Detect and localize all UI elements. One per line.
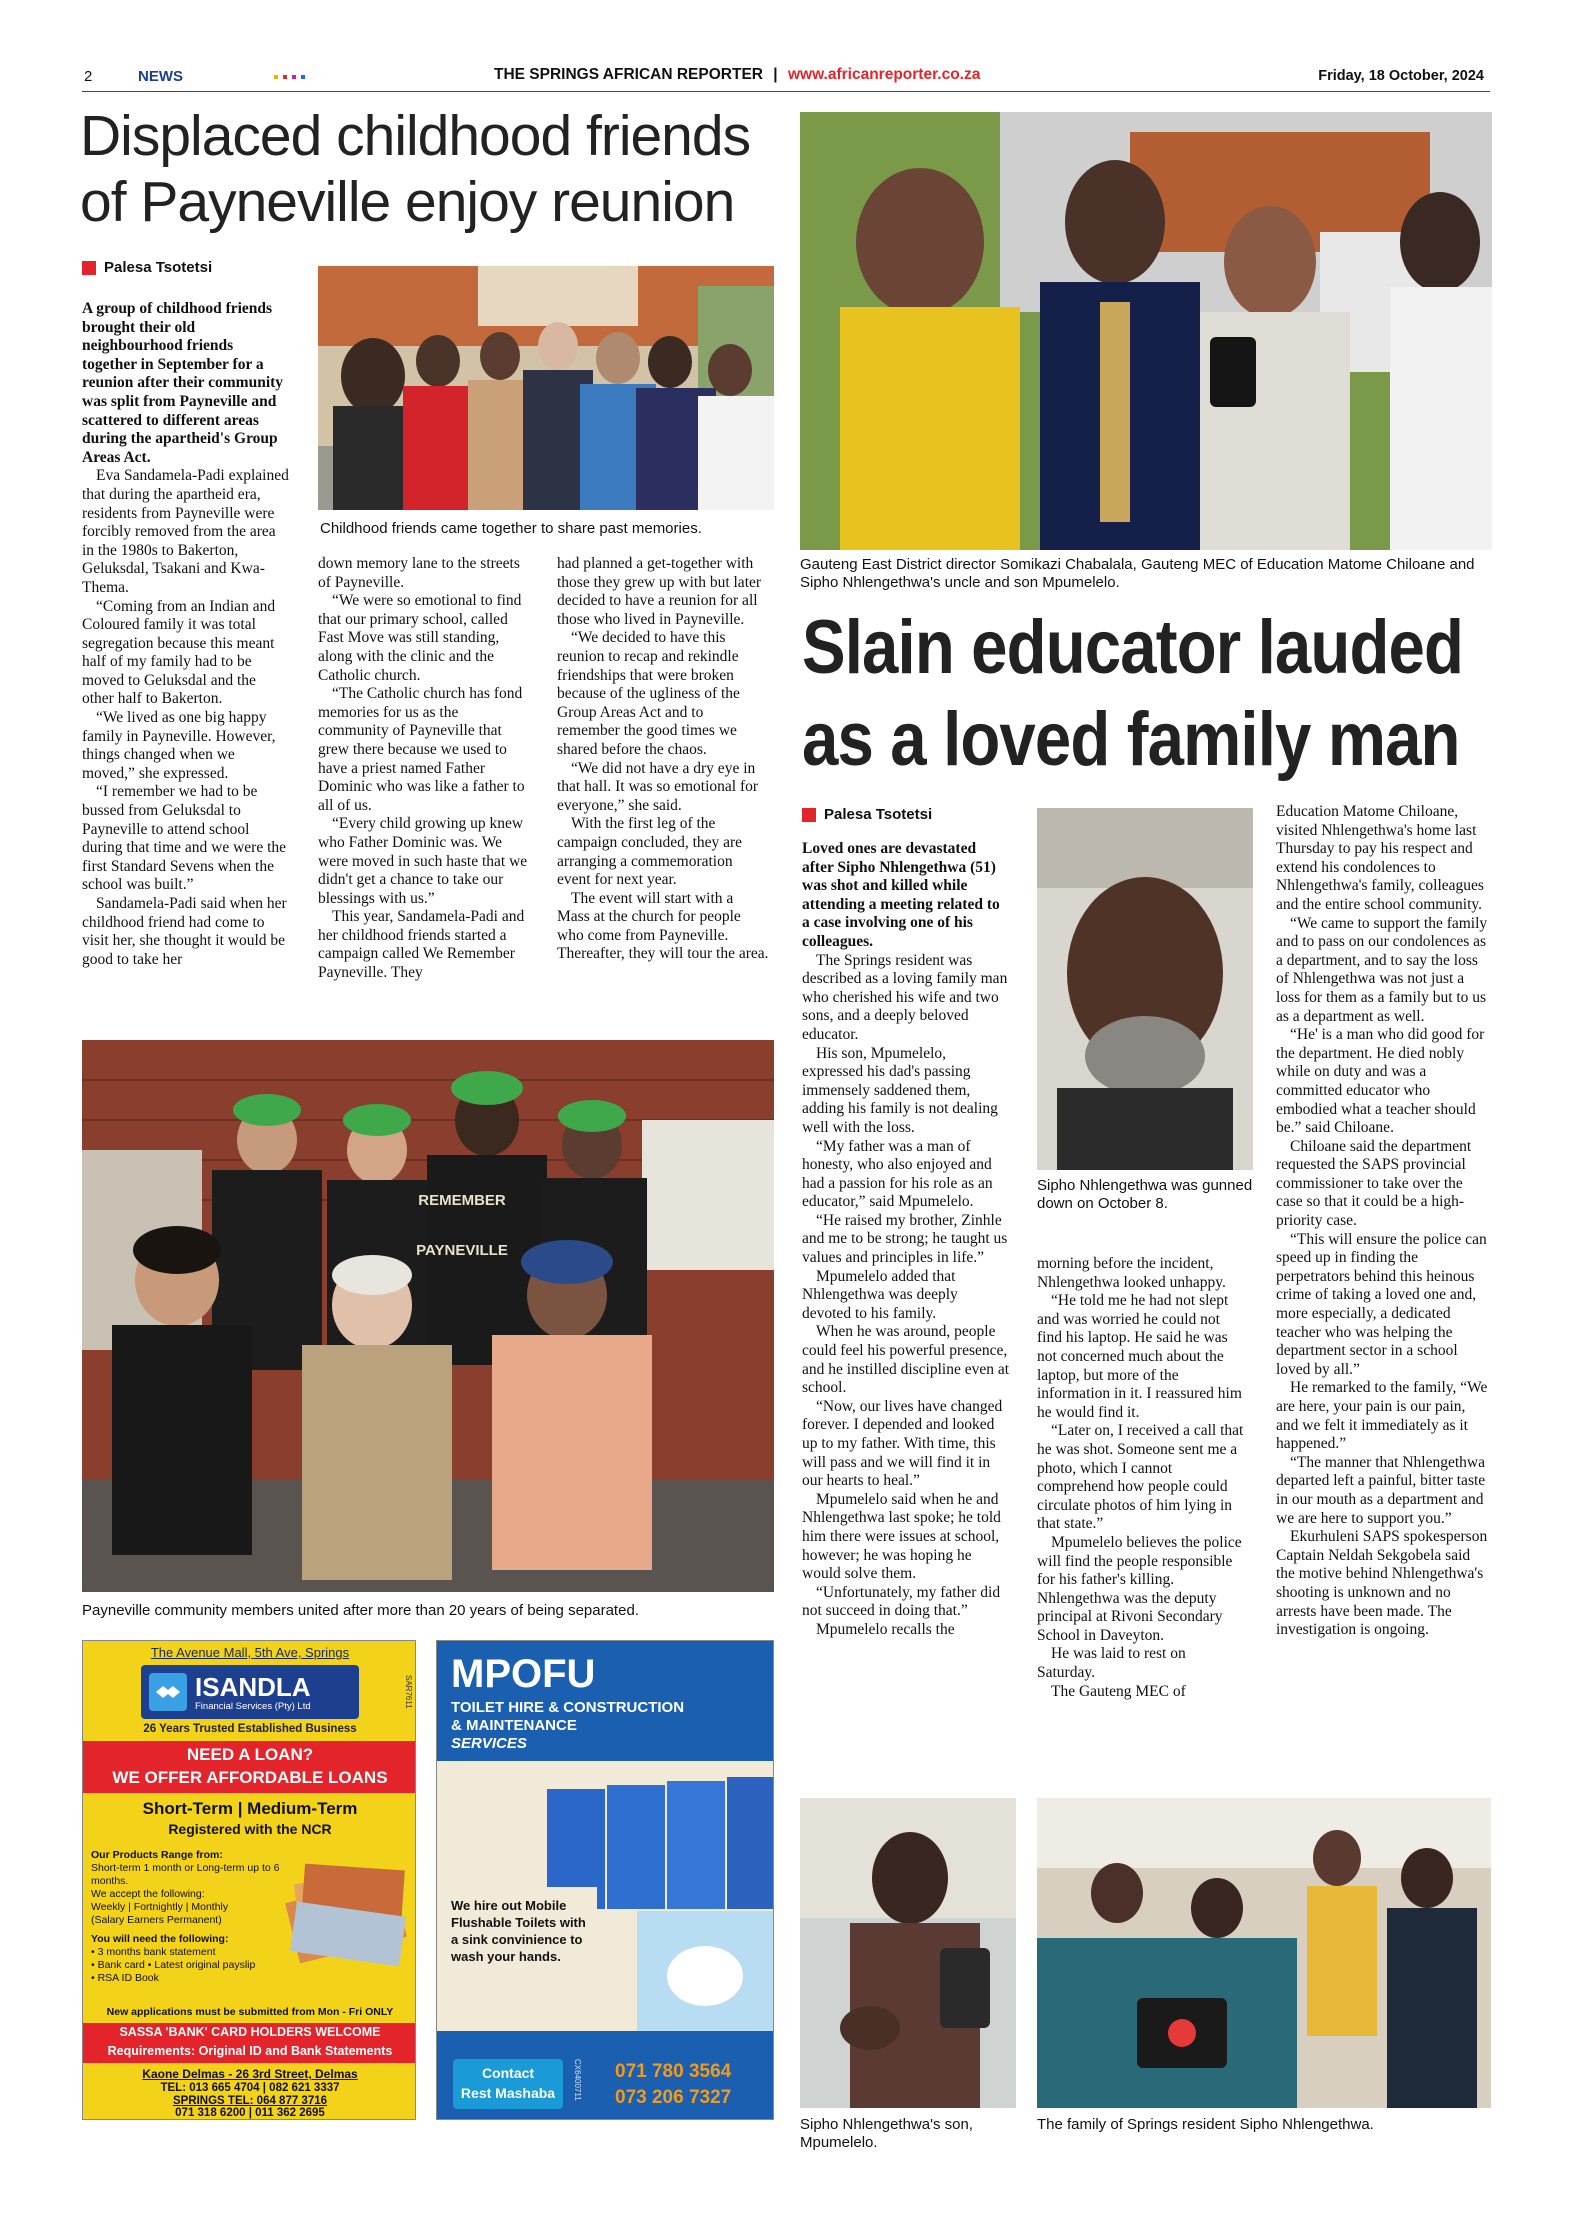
- isandla-need-item: • RSA ID Book: [91, 1972, 159, 1984]
- mpumelelo-photo-image: [800, 1798, 1016, 2108]
- isandla-products-title: Our Products Range from:: [91, 1849, 223, 1861]
- section-label: NEWS: [138, 68, 183, 85]
- article1-paragraph: down memory lane to the streets of Payneville.: [318, 555, 520, 591]
- section-dots: [274, 75, 305, 79]
- byline-marker-icon: [82, 261, 96, 275]
- article1-column-3: [557, 555, 769, 964]
- article1-paragraph: “I remember we had to be bussed from Geluksdal to Payneville to attend school during that time and we were the first Standard Sevens when the school was built.”: [82, 783, 287, 894]
- article1-lede: A group of childhood friends brought their old neighbourhood friends together in September for a reunion after their community was split from Payneville and scattered to different areas during the apartheid's Group Areas Act.: [82, 300, 284, 466]
- mec-visit-photo: [800, 112, 1492, 550]
- mpofu-phone-1[interactable]: 071 780 3564: [615, 2061, 732, 2082]
- article1-paragraph: This year, Sandamela-Padi and her childhood friends started a campaign called We Remember Payneville. They: [318, 908, 525, 982]
- article1-column-1: [82, 300, 290, 969]
- article1-headline: [80, 103, 780, 235]
- article1-paragraph: “We decided to have this reunion to recap and rekindle friendships that were broken because of the ugliness of the Group Areas Act and to remember the good times we shared before the chaos.: [557, 629, 740, 758]
- mpofu-contact-name: Rest Mashaba: [460, 2085, 556, 2101]
- isandla-need-title: You will need the following:: [91, 1933, 229, 1945]
- isandla-accept-title: We accept the following:: [91, 1888, 205, 1900]
- article2-paragraph: The Springs resident was described as a loving family man who cherished his wife and two sons, and a deeply beloved educator.: [802, 951, 1008, 1043]
- article1-paragraph: “The Catholic church has fond memories for us as the community of Payneville that grew there because we used to have a priest named Father Dominic who was like a father to all of us.: [318, 685, 525, 814]
- sipho-portrait-photo: [1037, 808, 1253, 1170]
- article2-headline-line2: as a loved family man: [802, 697, 1460, 782]
- isandla-logo-box: [141, 1665, 359, 1719]
- issue-date: Friday, 18 October, 2024: [1318, 68, 1484, 84]
- article2-paragraph: Mpumelelo recalls the: [816, 1620, 955, 1638]
- article2-paragraph: Chiloane said the department requested the SAPS provincial commissioner to take over the case so that it could be a high-priority case.: [1276, 1137, 1472, 1230]
- mpofu-phone-2[interactable]: 073 206 7327: [615, 2087, 732, 2108]
- article2-lede: Loved ones are devastated after Sipho Nhlengethwa (51) was shot and killed while attending a meeting related to a case involving one of his colleagues.: [802, 840, 1000, 950]
- masthead-rule: [82, 91, 1490, 92]
- website-link[interactable]: www.africanreporter.co.za: [787, 66, 981, 83]
- article2-paragraph: “My father was a man of honesty, who also enjoyed and had a passion for his role as an educator,” said Mpumelelo.: [802, 1137, 993, 1211]
- mec-visit-photo-image: [800, 112, 1492, 550]
- isandla-contacts: [83, 2082, 416, 2120]
- isandla-ad-code: SAR7611: [404, 1675, 413, 1709]
- isandla-sassa-banner: [83, 2023, 416, 2063]
- isandla-headline-1: NEED A LOAN?: [186, 1745, 314, 1764]
- article2-column-3: [1276, 803, 1490, 1640]
- isandla-accept-text: Weekly | Fortnightly | Monthly: [91, 1901, 229, 1913]
- isandla-headline-2: WE OFFER AFFORDABLE LOANS: [112, 1768, 388, 1787]
- isandla-need-item: • Bank card • Latest original payslip: [91, 1959, 256, 1971]
- isandla-requirements: Requirements: Original ID and Bank Statements: [107, 2044, 393, 2058]
- article1-byline: [82, 259, 212, 276]
- childhood-friends-caption: Childhood friends came together to share past memories.: [320, 520, 702, 537]
- isandla-brand: ISANDLA: [195, 1671, 311, 1702]
- mpumelelo-caption: Sipho Nhlengethwa's son, Mpumelelo.: [800, 2116, 973, 2151]
- article1-paragraph: “We lived as one big happy family in Payneville. However, things changed when we moved,” she expressed.: [82, 709, 276, 782]
- childhood-friends-photo-image: [318, 266, 774, 510]
- isandla-loan-banner: [83, 1741, 416, 1793]
- article1-headline-line1: Displaced childhood friends: [80, 104, 751, 168]
- isandla-details: [91, 1849, 291, 1985]
- payneville-group-photo-image: [82, 1040, 774, 1592]
- mpumelelo-photo: [800, 1798, 1016, 2108]
- isandla-location: The Avenue Mall, 5th Ave, Springs: [150, 1645, 350, 1660]
- paper-name: THE SPRINGS AFRICAN REPORTER: [494, 66, 763, 83]
- article2-paragraph: “This will ensure the police can speed up in finding the perpetrators behind this heinous crime of taking a loved one and, more especially, a dedicated teacher who was helping the department sector in a school loved by all.”: [1276, 1230, 1487, 1378]
- byline-marker-icon: [802, 808, 816, 822]
- isandla-accept-sub: (Salary Earners Permanent): [91, 1914, 222, 1926]
- mec-visit-caption: Gauteng East District director Somikazi Chabalala, Gauteng MEC of Education Matome Chiloane and Sipho Nhlengethwa's uncle and son Mpumelelo.: [800, 556, 1475, 591]
- sipho-portrait-image: [1037, 808, 1253, 1170]
- isandla-sassa: SASSA 'BANK' CARD HOLDERS WELCOME: [119, 2025, 381, 2039]
- isandla-tel-1: TEL: 013 665 4704 | 082 621 3337: [160, 2082, 340, 2094]
- isandla-tel-2: 071 318 6200 | 011 362 2695: [175, 2107, 325, 2119]
- article1-paragraph: Sandamela-Padi said when her childhood friend had come to visit her, she thought it would be good to take her: [82, 895, 287, 968]
- isandla-springs-tel: SPRINGS TEL: 064 877 3716: [172, 2094, 328, 2107]
- article1-paragraph: The event will start with a Mass at the church for people who come from Payneville. Thereafter, they will tour the area.: [557, 889, 769, 963]
- isandla-ncr: Registered with the NCR: [168, 1821, 332, 1837]
- mpofu-line-1: TOILET HIRE & CONSTRUCTION: [451, 1699, 685, 1716]
- isandla-need-item: • 3 months bank statement: [91, 1946, 216, 1958]
- isandla-brand-sub: Financial Services (Pty) Ltd: [195, 1700, 311, 1712]
- article2-paragraph: Mpumelelo believes the police will find the people responsible for his father's killing. Nhlengethwa was the deputy principal at Rivoni Secondary School in Daveyton.: [1037, 1533, 1242, 1644]
- article2-paragraph: “He raised my brother, Zinhle and me to be strong; he taught us values and principles in life.”: [802, 1211, 1008, 1267]
- mpofu-ad-code: CX6400711: [573, 2059, 582, 2101]
- handshake-icon: [149, 1673, 187, 1711]
- article2-column-1: [802, 840, 1010, 1640]
- paper-masthead: THE SPRINGS AFRICAN REPORTER | www.africanreporter.co.za: [494, 66, 981, 83]
- article2-paragraph: “Unfortunately, my father did not succeed in doing that.”: [802, 1583, 1001, 1620]
- article1-column-2: [318, 555, 528, 983]
- payneville-group-caption: Payneville community members united after more than 20 years of being separated.: [82, 1602, 639, 1619]
- article2-paragraph: When he was around, people could feel his powerful presence, and he instilled discipline even at school.: [802, 1323, 1010, 1397]
- mpofu-contact-box: [453, 2059, 563, 2109]
- article2-paragraph: He remarked to the family, “We are here, your pain is our pain, and we felt it immediately as it happened.”: [1276, 1379, 1488, 1453]
- isandla-applications: New applications must be submitted from Mon - Fri ONLY: [106, 2006, 394, 2018]
- group-photo-shirt-text-2: PAYNEVILLE: [416, 1242, 508, 1259]
- isandla-money-image: [283, 1849, 409, 1969]
- article1-headline-line2: of Payneville enjoy reunion: [80, 170, 735, 234]
- isandla-products-text: Short-term 1 month or Long-term up to 6 months.: [91, 1862, 280, 1887]
- isandla-ad[interactable]: [82, 1640, 416, 2120]
- mpofu-contact-label: Contact: [481, 2065, 535, 2081]
- mpofu-line-2: & MAINTENANCE: [451, 1717, 577, 1734]
- mpofu-brand: MPOFU: [451, 1652, 596, 1696]
- article2-headline-line1: Slain educator lauded: [802, 605, 1464, 690]
- mpofu-hire-text: We hire out Mobile Flushable Toilets with a sink convinience to wash your hands.: [437, 1887, 597, 1975]
- nhlengethwa-family-photo: [1037, 1798, 1491, 2108]
- article2-paragraph: The Gauteng MEC of: [1051, 1682, 1186, 1700]
- article2-paragraph: “He told me he had not slept and was worried he could not find his laptop. He said he was not concerned much about the laptop, but more of the information in it. I reassured him he would find it.: [1037, 1292, 1242, 1421]
- sipho-portrait-caption: Sipho Nhlengethwa was gunned down on October 8.: [1037, 1177, 1253, 1212]
- isandla-terms: Short-Term | Medium-Term: [142, 1799, 358, 1818]
- article1-byline-name: Palesa Tsotetsi: [104, 259, 213, 276]
- mpofu-ad[interactable]: [436, 1640, 774, 2120]
- article2-paragraph: Education Matome Chiloane, visited Nhlengethwa's home last Thursday to pay his respect and extend his condolences to Nhlengethwa's family, colleagues and the entire school community.: [1276, 803, 1484, 913]
- childhood-friends-photo: [318, 266, 774, 510]
- isandla-branch: Kaone Delmas - 26 3rd Street, Delmas: [142, 2067, 358, 2081]
- mpofu-phones: [615, 2059, 755, 2111]
- article2-paragraph: morning before the incident, Nhlengethwa looked unhappy.: [1037, 1255, 1226, 1291]
- article1-paragraph: With the first leg of the campaign concluded, they are arranging a commemoration event for next year.: [557, 815, 743, 889]
- article2-paragraph: “We came to support the family and to pass on our condolences as a department, and to say the loss of Nhlengethwa was not just a loss for them as a family but to us as a department as well.: [1276, 914, 1488, 1025]
- article2-byline: [802, 806, 932, 823]
- mpofu-line-3: SERVICES: [451, 1735, 527, 1752]
- article2-paragraph: “Now, our lives have changed forever. I depended and looked up to my father. With time, this will pass and we will find it in our hearts to heal.”: [802, 1397, 1003, 1490]
- nhlengethwa-family-photo-image: [1037, 1798, 1491, 2108]
- article2-paragraph: Ekurhuleni SAPS spokesperson Captain Neldah Sekgobela said the motive behind Nhlengethwa's shooting is unknown and no arrests have been made. The investigation is ongoing.: [1276, 1528, 1488, 1639]
- isandla-trusted: 26 Years Trusted Established Business: [143, 1723, 357, 1735]
- article2-paragraph: “The manner that Nhlengethwa departed left a painful, bitter taste in our mouth as a department and we are here to support you.”: [1276, 1453, 1486, 1527]
- article1-paragraph: “We were so emotional to find that our primary school, called Fast Move was still standing, along with the clinic and the Catholic church.: [318, 592, 522, 684]
- article1-paragraph: “Every child growing up knew who Father Dominic was. We were moved in such haste that we didn't get a chance to take our blessings with us.”: [318, 815, 528, 907]
- group-photo-shirt-text-1: REMEMBER: [418, 1192, 506, 1209]
- article2-paragraph: “He' is a man who did good for the department. He died nobly while on duty and was a committed educator who embodied what a teacher should be.” said Chiloane.: [1276, 1026, 1485, 1137]
- article2-column-2: [1037, 1255, 1247, 1701]
- payneville-group-photo: [82, 1040, 774, 1592]
- page-number: 2: [84, 68, 93, 85]
- article1-paragraph: had planned a get-together with those they grew up with but later decided to have a reunion for all those who lived in Payneville.: [557, 555, 762, 628]
- article1-paragraph: “Coming from an Indian and Coloured family it was total segregation because this meant half of my family had to be moved to Geluksdal and the other half to Bakerton.: [82, 597, 276, 708]
- article1-paragraph: “We did not have a dry eye in that hall. It was so emotional for everyone,” she said.: [557, 759, 759, 814]
- mpofu-services: [451, 1699, 684, 1753]
- article2-headline: [802, 602, 1464, 786]
- article2-byline-name: Palesa Tsotetsi: [824, 806, 933, 823]
- article2-paragraph: Mpumelelo said when he and Nhlengethwa last spoke; he told him there were issues at school, however; he was hoping he would solve them.: [802, 1490, 1001, 1583]
- article2-paragraph: Mpumelelo added that Nhlengethwa was deeply devoted to his family.: [802, 1267, 958, 1322]
- article2-paragraph: He was laid to rest on Saturday.: [1037, 1645, 1186, 1682]
- article1-paragraph: Eva Sandamela-Padi explained that during the apartheid era, residents from Payneville were forcibly removed from the area in the 1980s to Bakerton, Geluksdal, Tsakani and Kwa-Thema.: [82, 467, 289, 596]
- article2-paragraph: “Later on, I received a call that he was shot. Someone sent me a photo, which I cannot comprehend how people could circulate photos of him lying in that state.”: [1037, 1422, 1244, 1533]
- article2-paragraph: His son, Mpumelelo, expressed his dad's passing immensely saddened them, adding his family is not dealing well with the loss.: [802, 1044, 998, 1136]
- family-caption: The family of Springs resident Sipho Nhlengethwa.: [1037, 2116, 1374, 2133]
